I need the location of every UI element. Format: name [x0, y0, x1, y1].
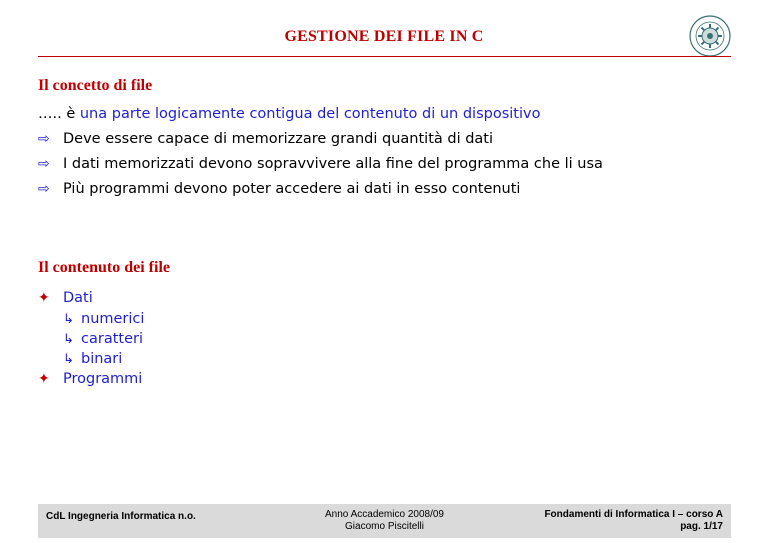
bullet-text: Più programmi devono poter accedere ai dati in esso contenuti [63, 181, 521, 197]
hook-arrow-icon: ↳ [63, 352, 74, 367]
hook-arrow-icon: ↳ [63, 312, 74, 327]
bullet-text: I dati memorizzati devono sopravvivere alla fine del programma che li usa [63, 156, 603, 172]
four-point-star-icon: ✦ [38, 290, 50, 306]
footer-subject: Fondamenti di Informatica I – corso A [544, 509, 723, 520]
sub-list-item [63, 331, 143, 347]
section-title-concetto: Il concetto di file [38, 77, 153, 94]
footer-right [544, 509, 723, 533]
four-point-star-icon: ✦ [38, 371, 50, 387]
page-title: GESTIONE DEI FILE IN C [284, 28, 484, 45]
list-item [38, 181, 520, 197]
hook-arrow-icon: ↳ [63, 332, 74, 347]
list-item [38, 290, 93, 306]
section-title-contenuto: Il contenuto dei file [38, 259, 170, 276]
footer-course: CdL Ingegneria Informatica n.o. [46, 511, 196, 522]
intro-line [38, 106, 540, 122]
footer-bar [38, 504, 731, 538]
list-item [38, 156, 603, 172]
item-label: Programmi [63, 371, 143, 387]
bullet-text: Deve essere capace di memorizzare grandi quantità di dati [63, 131, 494, 147]
intro-highlight: una parte logicamente contigua del contenuto di un dispositivo [79, 106, 541, 122]
subitem-label: numerici [81, 311, 145, 327]
list-item [38, 371, 142, 387]
arrow-right-icon: ⇨ [38, 131, 50, 147]
arrow-right-icon: ⇨ [38, 181, 50, 197]
item-label: Dati [63, 290, 93, 306]
footer-year: Anno Accademico 2008/09 [325, 509, 444, 520]
footer-author: Giacomo Piscitelli [345, 521, 424, 532]
header-divider [38, 56, 731, 57]
list-item [38, 131, 493, 147]
sub-list-item [63, 351, 122, 367]
subitem-label: binari [81, 351, 123, 367]
intro-prefix: ….. è [38, 106, 80, 122]
sub-list-item [63, 311, 144, 327]
page-number: pag. 1/17 [680, 521, 723, 532]
subitem-label: caratteri [81, 331, 143, 347]
arrow-right-icon: ⇨ [38, 156, 50, 172]
university-seal-logo [688, 14, 732, 58]
